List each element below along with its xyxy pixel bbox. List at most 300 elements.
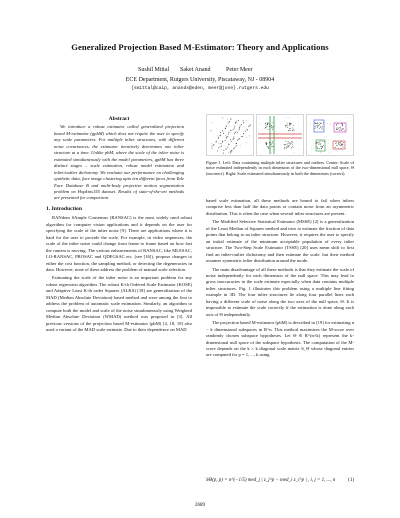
outlier-point [347,129,348,130]
data-point [231,119,232,120]
data-point [293,147,294,148]
data-point [266,142,267,143]
figure-caption: Figure 1. Left: Data containing multiple inlier structures and outliers. Center: Scale of noise estimated independently in each dimension of the two-dimensional null space, Θ (incorrect). Right: Scale estimated simultaneously in both the dimensions (correct). [206,160,354,176]
data-point [230,130,231,131]
data-point [243,120,244,121]
outlier-point [211,130,212,131]
data-point [218,138,219,139]
data-point [317,127,318,128]
data-point [340,145,341,146]
data-point [233,148,234,149]
outlier-point [236,131,237,132]
outlier-point [260,137,261,138]
data-point [289,145,290,146]
outlier-point [284,121,285,122]
data-point [293,125,294,126]
outlier-point [288,142,289,143]
data-point [285,125,286,126]
data-point [323,145,324,146]
data-point [319,128,320,129]
body-paragraph: The projection based M-estimator (pbM) is described in [19] for estimating n − k dimensional subspaces in R^n. This method maximizes the M-score over randomly chosen subspace hypotheses. Let Θ ∈ R^(n×k) represent the k-dimensional null space of the subspace hypothesis. The computation of the M-score depends on the k × k diagonal scale matrix S_Θ whose diagonal entries are computed for p = 1, ..., k using [206,320,354,358]
outlier-point [228,137,229,138]
data-point [234,126,235,127]
author-name: Peter Meer [226,67,253,73]
data-point [288,147,289,148]
outlier-point [296,141,297,142]
outlier-point [223,132,224,133]
author-emails: {smittal@caip, anands@eden, meer@jove}.rutgers.edu [131,86,269,91]
data-point [320,143,321,144]
data-point [217,150,218,151]
outlier-point [218,143,219,144]
data-point [243,133,244,134]
outlier-point [299,149,300,150]
data-point [272,129,273,130]
outlier-point [287,127,288,128]
outlier-point [272,150,273,151]
data-point [322,128,323,129]
outlier-point [232,152,233,153]
outlier-point [227,119,228,120]
outlier-point [299,117,300,118]
data-point [231,141,232,142]
outlier-point [250,137,251,138]
body-paragraph: based scale estimation, all these methods are bound to fail when inliers comprise less than half the data points or contain noise from an asymmetric distribution. This is often the case when several inlier structures are present. [206,198,354,216]
data-point [230,153,231,154]
outlier-point [331,125,332,126]
data-point [288,130,289,131]
data-point [272,122,273,123]
data-point [319,124,320,125]
outlier-point [312,139,313,140]
outlier-point [320,151,321,152]
outlier-point [217,136,218,137]
data-point [293,129,294,130]
data-point [319,142,320,143]
right-column [206,198,354,361]
data-point [229,121,230,122]
data-point [220,135,221,136]
data-point [234,133,235,134]
outlier-point [324,126,325,127]
data-point [338,143,339,144]
outlier-point [246,137,247,138]
data-point [271,146,272,147]
affiliation: ECE Department, Rutgers University, Piscataway, NJ - 08904 [125,77,275,83]
data-point [286,147,287,148]
data-point [316,123,317,124]
data-point [342,124,343,125]
data-point [336,124,337,125]
data-point [289,128,290,129]
data-point [339,145,340,146]
data-point [340,127,341,128]
data-point [273,126,274,127]
outlier-point [222,117,223,118]
data-point [212,146,213,147]
data-point [335,143,336,144]
outlier-point [310,124,311,125]
data-point [292,130,293,131]
data-point [234,147,235,148]
outlier-point [272,128,273,129]
data-point [289,125,290,126]
data-point [239,127,240,128]
outlier-point [288,117,289,118]
data-point [321,146,322,147]
outlier-point [275,126,276,127]
data-point [235,122,236,123]
data-point [228,132,229,133]
data-point [291,123,292,124]
data-point [292,142,293,143]
data-point [213,144,214,145]
data-point [268,148,269,149]
data-point [288,145,289,146]
data-point [225,140,226,141]
data-point [236,145,237,146]
outlier-point [259,118,260,119]
data-point [339,130,340,131]
outlier-point [349,117,350,118]
data-point [336,143,337,144]
outlier-point [317,129,318,130]
outlier-point [329,140,330,141]
data-point [241,136,242,137]
outlier-point [283,144,284,145]
data-point [238,139,239,140]
outlier-point [326,136,327,137]
outlier-point [330,149,331,150]
data-point [267,123,268,124]
data-point [226,138,227,139]
outlier-point [210,131,211,132]
data-point [237,140,238,141]
data-point [284,148,285,149]
data-point [342,129,343,130]
data-point [289,130,290,131]
outlier-point [329,143,330,144]
data-point [291,148,292,149]
data-point [287,146,288,147]
data-point [220,143,221,144]
outlier-point [347,121,348,122]
data-point [265,125,266,126]
data-point [228,144,229,145]
data-point [247,129,248,130]
data-point [223,133,224,134]
data-point [233,138,234,139]
data-point [344,130,345,131]
abstract-text: We introduce a robust estimator called generalized projection based M-estimator (gpbM) which does not require the user to specify any scale parameters. For multiple inlier structures, with different noise covariances, the estimator iteratively determines one inlier structure at a time. Unlike pbM, where the scale of the inlier noise is estimated simultaneously with the model parameters, gpbM has three distinct stages – scale estimation, robust model estimation and inlier/outlier dichotomy. We evaluate our performance on challenging synthetic data, face image clustering upto ten different faces from Yale Face Database B and multi-body projective motion segmentation problem on Hopkins155 dataset. Results of state-of-the-art methods are presented for comparison. [54,124,184,201]
data-point [233,137,234,138]
data-point [233,139,234,140]
data-point [245,131,246,132]
data-point [318,144,319,145]
data-point [320,127,321,128]
data-point [227,136,228,137]
data-point [270,142,271,143]
data-point [321,148,322,149]
data-point [342,143,343,144]
data-point [320,144,321,145]
data-point [285,141,286,142]
outlier-point [337,143,338,144]
data-point [292,144,293,145]
data-point [218,137,219,138]
author-list [0,67,400,77]
equation-1 [206,476,354,488]
data-point [226,137,227,138]
data-point [287,144,288,145]
equation-body: SΘ(p, p) = n^(−1/5) med_j | z_j^p − med_i z_i^p | , i, j = 1, ..., n [206,478,336,483]
outlier-point [268,137,269,138]
data-point [323,141,324,142]
section-heading-introduction: 1. Introduction [46,205,82,212]
outlier-point [329,152,330,153]
data-point [286,146,287,147]
data-point [272,141,273,142]
outlier-point [294,152,295,153]
figure-panel-right [306,114,354,156]
intro-paragraph: Estimating the scale of the inlier noise is an important problem for any robust regression algorithm. The robust K-th Ordered Scale Estimator (KOSE) and Adaptive Least K-th order Squares (ALKS) [18] are generalization of the MAD (Median Absolute Deviation) based method and were among the first to address the problem of automatic scale estimation. Similarly, an algorithm to compute both the model and scale of the noise simultaneously using Weighted Median Absolute Deviation (WMAD) method was proposed in [3]. All previous versions of the projection based M-estimator (pbM) [4, 18, 19] also used a variant of the MAD scale estimate. Due to their dependence on MAD [46,275,192,333]
outlier-point [211,143,212,144]
data-point [317,126,318,127]
data-point [315,126,316,127]
data-point [343,128,344,129]
data-point [234,128,235,129]
data-point [288,146,289,147]
data-point [221,146,222,147]
data-point [291,143,292,144]
data-point [233,129,234,130]
data-point [289,123,290,124]
outlier-point [292,129,293,130]
data-point [339,144,340,145]
data-point [338,142,339,143]
outlier-point [263,135,264,136]
outlier-point [230,133,231,134]
data-point [292,146,293,147]
data-point [228,123,229,124]
data-point [290,124,291,125]
data-point [316,143,317,144]
data-point [316,125,317,126]
data-point [317,122,318,123]
page-number: 2689 [195,503,205,508]
data-point [320,123,321,124]
data-point [318,142,319,143]
data-point [343,147,344,148]
data-point [343,142,344,143]
data-point [340,143,341,144]
data-point [290,130,291,131]
data-point [237,132,238,133]
author-name: Saket Anand [180,67,211,73]
outlier-point [212,123,213,124]
data-point [319,143,320,144]
data-point [334,147,335,148]
data-point [230,139,231,140]
body-paragraph: The Modified Selective Statistical Estimator (MSSE) [2] is a generalization of the Least Median of Squares method and tries to estimate the fraction of data points that belong to an inlier structure. However, it requires the user to specify an initial estimate of the minimum acceptable population of every inlier structure. The Two-Step Scale Estimator (TSSE) [20] uses mean shift to first find an inlier-outlier dichotomy and then estimate the scale, but their method assumes symmetric inlier distribution around the mode. [206,219,354,264]
data-point [322,146,323,147]
outlier-point [223,118,224,119]
outlier-point [313,148,314,149]
outlier-point [246,120,247,121]
data-point [216,141,217,142]
data-point [220,146,221,147]
data-point [340,142,341,143]
outlier-point [221,149,222,150]
outlier-point [319,122,320,123]
intro-paragraph: RANdom SAmple Consensus (RANSAC) is the most widely used robust algorithm for computer vision applications and it depends on the user for specifying the scale of the inlier noise [9]. There are applications where it is hard for the user to provide the scale. For example, in video sequences, the scale of the inlier noise could change from frame to frame based on how fast the camera is moving. The various enhancements of RANSAC, like MLESAC, LO-RANSAC, PROSAC and QDEGSAC etc. (see [16]), propose changes to either the cost function, the sampling method, or detecting the degeneracies in data. However, none of these address the problem of manual scale selection. [46,215,192,272]
data-point [322,129,323,130]
outlier-point [271,153,272,154]
data-point [285,127,286,128]
data-point [235,132,236,133]
outlier-point [228,152,229,153]
outlier-point [226,135,227,136]
data-point [239,138,240,139]
data-point [284,147,285,148]
data-point [269,142,270,143]
data-point [265,123,266,124]
outlier-point [264,128,265,129]
outlier-point [286,117,287,118]
data-point [292,128,293,129]
data-point [315,123,316,124]
outlier-point [318,129,319,130]
outlier-point [336,151,337,152]
data-point [290,123,291,124]
outlier-point [249,135,250,136]
data-point [226,126,227,127]
data-point [220,135,221,136]
data-point [338,124,339,125]
data-point [236,143,237,144]
abstract-heading: Abstract [108,116,130,122]
data-point [238,120,239,121]
data-point [272,146,273,147]
data-point [218,147,219,148]
data-point [268,147,269,148]
data-point [243,122,244,123]
data-point [338,128,339,129]
data-point [292,141,293,142]
figure-panel-center [256,114,304,156]
data-point [231,150,232,151]
data-point [240,125,241,126]
data-point [220,132,221,133]
data-point [290,128,291,129]
data-point [336,145,337,146]
data-point [324,141,325,142]
data-point [293,131,294,132]
data-point [228,134,229,135]
data-point [212,148,213,149]
data-point [286,148,287,149]
data-point [222,141,223,142]
data-point [317,147,318,148]
data-point [223,150,224,151]
data-point [341,130,342,131]
outlier-point [320,152,321,153]
outlier-point [237,123,238,124]
data-point [227,147,228,148]
outlier-point [240,145,241,146]
paper-title: Generalized Projection Based M-Estimator: Theory and Applications [71,42,329,52]
data-point [236,121,237,122]
author-name: Sushil Mittal [138,67,170,73]
data-point [265,127,266,128]
data-point [339,127,340,128]
data-point [272,143,273,144]
data-point [317,124,318,125]
outlier-point [327,123,328,124]
data-point [342,144,343,145]
data-point [294,130,295,131]
data-point [317,142,318,143]
data-point [225,128,226,129]
data-point [290,143,291,144]
outlier-point [330,123,331,124]
data-point [242,136,243,137]
data-point [267,126,268,127]
data-point [288,141,289,142]
outlier-point [244,123,245,124]
data-point [230,151,231,152]
data-point [336,128,337,129]
data-point [319,148,320,149]
data-point [269,126,270,127]
data-point [225,148,226,149]
outlier-point [234,131,235,132]
data-point [268,122,269,123]
data-point [250,125,251,126]
data-point [336,129,337,130]
data-point [287,123,288,124]
data-point [315,123,316,124]
data-point [289,143,290,144]
data-point [271,125,272,126]
figure-1 [206,114,354,156]
figure-panel-left [206,114,254,156]
outlier-point [236,122,237,123]
outlier-point [268,123,269,124]
data-point [288,143,289,144]
equation-number: (1) [348,478,354,483]
data-point [285,144,286,145]
data-point [336,125,337,126]
data-point [342,125,343,126]
data-point [314,128,315,129]
data-point [318,148,319,149]
data-point [290,144,291,145]
outlier-point [280,144,281,145]
data-point [291,141,292,142]
data-point [271,144,272,145]
data-point [267,146,268,147]
outlier-point [229,126,230,127]
data-point [223,153,224,154]
data-point [318,126,319,127]
data-point [337,128,338,129]
data-point [342,128,343,129]
data-point [267,124,268,125]
data-point [341,145,342,146]
left-column [46,116,192,336]
outlier-point [335,122,336,123]
